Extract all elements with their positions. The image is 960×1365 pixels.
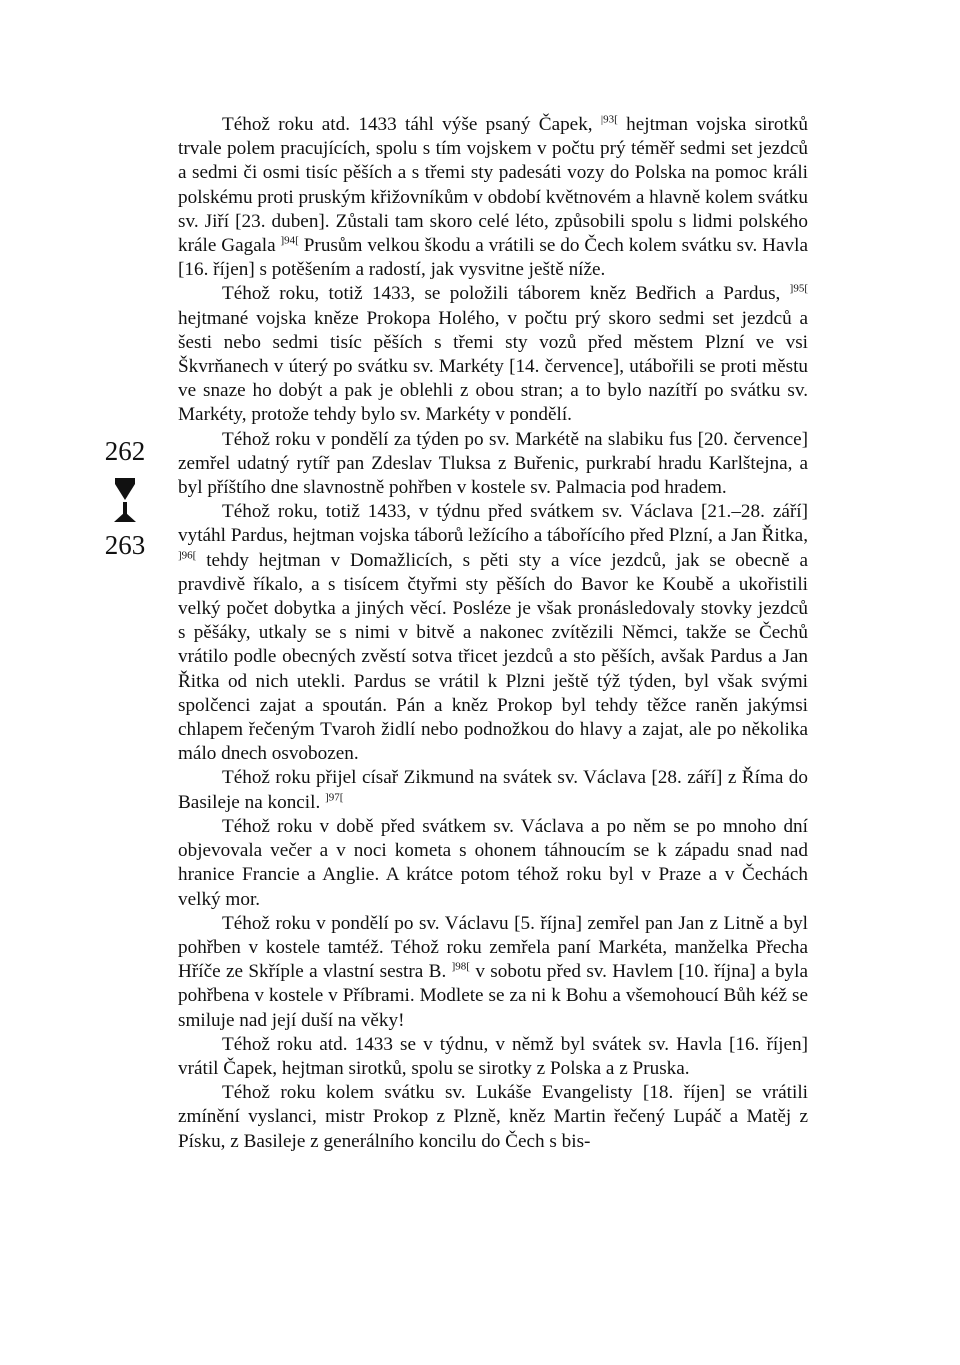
text-run: Téhož roku, totiž 1433, v týdnu před svátkem sv. Václava [21.–28. září] vytáhl Pardus, hejtman vojska táborů ležícího a tábořícího před Plzní, a Jan Řitka, [178,501,808,547]
page-number-bottom: 263 [104,530,146,560]
paragraph [178,428,808,501]
footnote-marker: ]97[ [325,791,344,804]
text-run: v sobotu před sv. Havlem [10. října] a byla pohřbena v kostele v Příbrami. Modlete se za ni k Bohu a všemohoucí Bůh kéž se smiluje nad její duší na věky! [178,961,809,1031]
paragraph [178,1081,808,1154]
text-run: tehdy hejtman v Domažlicích, s pěti sty a více jezdců, jak se obecně a pravdivě říkalo, a s tisícem čtyřmi sty pěších do Bavor ke Koubě a ukořistili velký počet dobytka a jiných věcí. Posléze je však pronásledovaly stovky jezdců s pěšáky, utkaly se s nimi v bitvě a nakonec zvítězili Němci, takže se Čechů vrátilo podle obecných zvěstí sotva třicet jezdců a sto pěších, avšak Pardus a Jan Řitka od nich utekli. Pardus se vrátil k Plzni ještě týž týden, byl však svými spolčenci zajat a spoután. Pán a kněz Prokop byl tehdy těžce raněn jakýmsi chlapem řečeným Tvaroh židlí nebo podnožkou do hlavy a zajat, ale po několika málo dnech osvobozen. [178,549,808,765]
paragraph [178,113,808,282]
footnote-marker: ]98[ [451,960,470,973]
body-text [178,113,808,1154]
text-run: Téhož roku atd. 1433 se v týdnu, v němž byl svátek sv. Havla [16. říjen] vrátil Čapek, hejtman sirotků, spolu se sirotky z Polska a z Pruska. [178,1033,808,1079]
margin-page-marker [90,436,160,560]
paragraph [178,815,808,912]
text-run: hejtmané vojska kněze Prokopa Holého, v počtu prý skoro sedmi set jezdců a šesti nebo sedmi tisíc pěších s třemi sty vozů před městem Plzní ve vsi Škvrňanech v úterý po svátku sv. Markéty [14. července], utábořili se proti městu ve snaze ho dobýt a pak je oblehli z obou stran; a to bylo nazítří po svátku sv. Markéty, protože tehdy bylo sv. Markéty v pondělí. [178,307,808,426]
text-run: Téhož roku přijel císař Zikmund na svátek sv. Václava [28. září] z Říma do Basileje na koncil. [178,767,808,813]
footnote-marker: ]94[ [280,234,299,247]
text-run: Téhož roku v pondělí za týden po sv. Markétě na slabiku fus [20. července] zemřel udatný rytíř pan Zdeslav Tluksa z Buřenic, purkrabí hradu Karlštejna, a byl příštího dne slavnostně pohřben v kostele sv. Palmacia pod hradem. [178,428,808,499]
paragraph [178,912,808,1033]
text-run: Téhož roku v pondělí po sv. Václavu [5. října] zemřel pan Jan z Litně a byl pohřben v kostele tamtéž. Téhož roku zemřela paní Markéta, manželka Přecha Hříče ze Skříple a vlastní sestra B. [178,912,808,983]
paragraph [178,1033,808,1081]
footnote-marker: ]96[ [178,549,197,562]
paragraph [178,282,808,427]
page-number-top: 262 [104,436,146,466]
paragraph [178,500,808,766]
text-run: Téhož roku kolem svátku sv. Lukáše Evangelisty [18. říjen] se vrátili zmínění vyslanci, mistr Prokop z Plzně, kněz Martin řečený Lupáč a Matěj z Písku, z Basileje z generálního koncilu do Čech s bis- [178,1082,808,1152]
text-run: Téhož roku atd. 1433 táhl výše psaný Čapek, [222,114,601,135]
text-run: Téhož roku v době před svátkem sv. Václava a po něm se po mnoho dní objevovala večer a v noci kometa s ohonem táhnoucím se k západu snad nad hranice Francie a Anglie. A krátce potom téhož roku byl v Praze a v Čechách velký mor. [178,815,808,910]
text-run: Téhož roku, totiž 1433, se položili táborem kněz Bedřich a Pardus, [222,283,790,305]
paragraph [178,766,808,814]
text-run: Prusům velkou škodu a vrátili se do Čech kolem svátku sv. Havla [16. říjen] s potěšením a radostí, jak vysvitne ještě níže. [178,235,808,281]
footnote-marker: ]95[ [789,283,808,296]
text-run: hejtman vojska sirotků trvale polem pracujících, spolu s tím vojskem v počtu prý téměř sedmi set jezdců a sedmi či osmi tisíc pěších a s třemi sty padesáti vozy do Polska na pomoc králi polskému proti pruským křižovníkům v období květnovém a hlavně kolem svátku sv. Jiří [23. duben]. Zůstali tam skoro celé léto, způsobili spolu s lidmi polského krále Gagala [178,114,809,257]
footnote-marker: |93[ [600,113,618,126]
page-break-mark-icon [111,478,139,524]
